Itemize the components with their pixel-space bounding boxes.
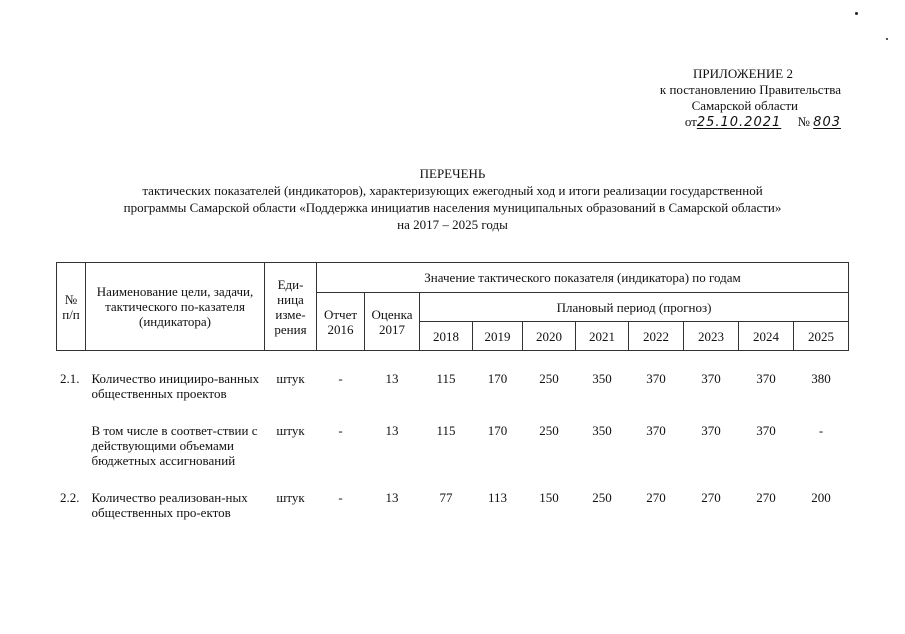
appendix-date-line	[660, 114, 841, 131]
scan-speck	[855, 12, 858, 15]
row-value: 250	[592, 490, 612, 505]
appendix-line-2: к постановлению Правительства	[659, 82, 841, 97]
row-value: 370	[646, 371, 666, 386]
row-value: 170	[487, 423, 508, 438]
row-value: 150	[539, 490, 559, 505]
number-prefix: №	[797, 114, 810, 129]
row-value: 370	[701, 423, 721, 438]
appendix-line-3: Самарской области	[691, 98, 798, 113]
title-subtitle-2: программы Самарской области «Поддержка инициатив населения муниципальных образований в Самарской области»	[123, 200, 782, 215]
from-prefix: от	[684, 114, 697, 129]
header-year: 2024	[739, 322, 794, 351]
scan-speck	[886, 38, 888, 40]
row-value: 250	[539, 423, 559, 438]
row-value: 113	[487, 490, 508, 505]
row-value: 370	[756, 423, 776, 438]
title-subtitle-1: тактических показателей (индикаторов), характеризующих ежегодный ход и итоги реализации государственной	[142, 183, 763, 198]
title-heading: ПЕРЕЧЕНЬ	[419, 166, 486, 181]
row-value: 115	[436, 371, 456, 386]
row-value: 250	[539, 371, 559, 386]
row-value: 115	[436, 423, 456, 438]
row-value: 270	[756, 490, 776, 505]
row-value: 270	[701, 490, 721, 505]
row-value: 200	[811, 490, 831, 505]
table-row	[57, 488, 849, 522]
row-report: -	[338, 371, 343, 386]
row-num: 2.2.	[60, 490, 80, 505]
title-subtitle-3: на 2017 – 2025 годы	[397, 217, 508, 232]
row-value: 170	[487, 371, 508, 386]
row-num: 2.1.	[60, 371, 80, 386]
row-unit: штук	[276, 371, 305, 386]
row-value: 77	[439, 490, 453, 505]
row-value: 350	[592, 423, 612, 438]
row-name: Количество реализован-ных общественных про-ектов	[91, 490, 248, 520]
handwritten-number: 803	[813, 115, 841, 130]
row-report: -	[338, 423, 343, 438]
row-value: 370	[646, 423, 666, 438]
row-value: 370	[756, 371, 776, 386]
header-name: Наименование цели, задачи, тактического по-казателя (индикатора)	[86, 263, 265, 351]
row-report: -	[338, 490, 343, 505]
row-value: 350	[592, 371, 612, 386]
row-value: 370	[701, 371, 721, 386]
row-name: Количество иницииро-ванных общественных проектов	[91, 371, 260, 401]
header-plan: Плановый период (прогноз)	[420, 293, 849, 322]
header-estimate: Оценка 2017	[365, 293, 420, 351]
header-year: 2020	[523, 322, 576, 351]
header-num: № п/п	[57, 263, 86, 351]
table-row	[57, 421, 849, 470]
appendix-block	[660, 66, 841, 131]
row-num	[57, 421, 86, 470]
header-year: 2019	[473, 322, 523, 351]
header-unit: Еди-ница изме-рения	[265, 263, 317, 351]
row-name: В том числе в соответ-ствии с действующими объемами бюджетных ассигнований	[91, 423, 258, 468]
header-year: 2021	[576, 322, 629, 351]
row-value: -	[818, 423, 824, 438]
table-row	[57, 369, 849, 403]
header-values-group: Значение тактического показателя (индикатора) по годам	[317, 263, 849, 293]
header-year: 2023	[684, 322, 739, 351]
header-year: 2025	[794, 322, 849, 351]
document-title	[0, 165, 905, 233]
row-value: 380	[811, 371, 831, 386]
header-year: 2018	[420, 322, 473, 351]
row-unit: штук	[276, 490, 305, 505]
row-unit: штук	[276, 423, 305, 438]
appendix-label: ПРИЛОЖЕНИЕ 2	[693, 66, 793, 81]
indicators-table	[56, 262, 849, 522]
row-estimate: 13	[385, 423, 399, 438]
row-estimate: 13	[385, 490, 399, 505]
row-value: 270	[646, 490, 666, 505]
header-year: 2022	[629, 322, 684, 351]
handwritten-date: 25.10.2021	[696, 115, 782, 130]
header-report: Отчет 2016	[317, 293, 365, 351]
row-estimate: 13	[385, 371, 399, 386]
